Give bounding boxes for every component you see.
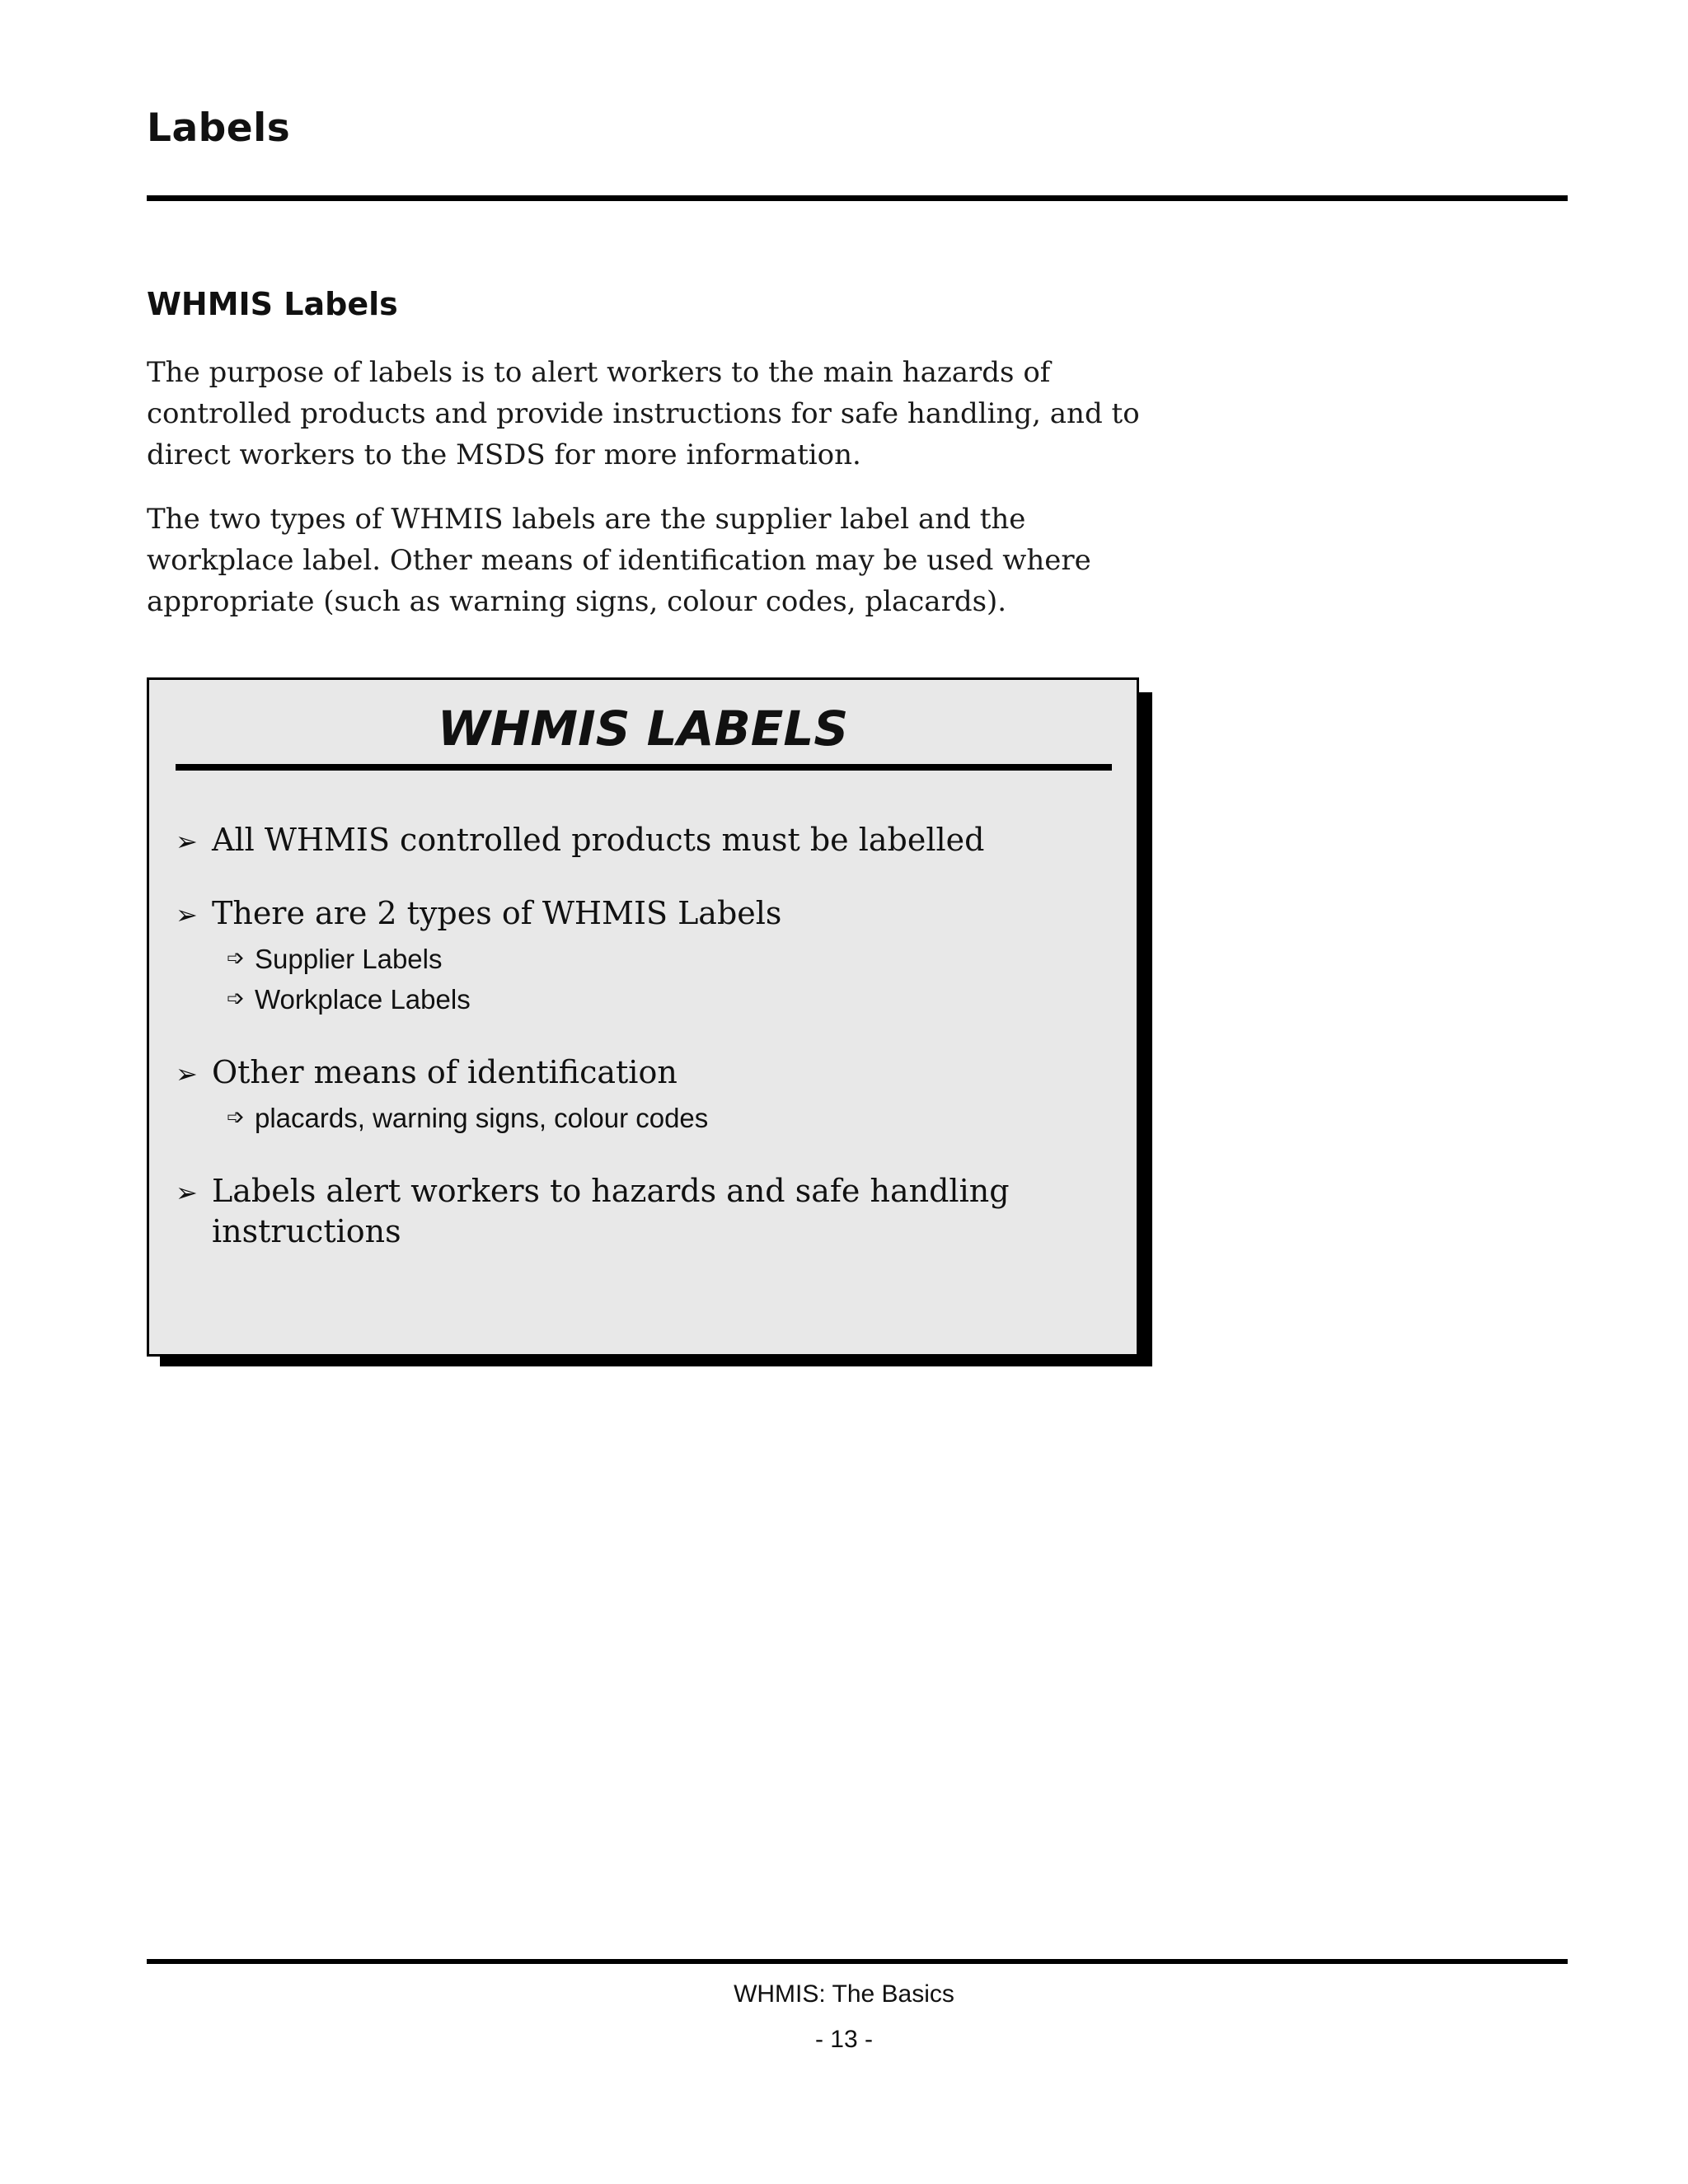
sub-item-text: Workplace Labels xyxy=(255,984,471,1015)
hooked-arrow-icon: ➩ xyxy=(227,987,245,1011)
summary-box xyxy=(147,677,1139,1357)
sub-item xyxy=(227,1098,1123,1138)
sub-list xyxy=(212,1098,1123,1138)
arrowhead-bullet-icon: ➢ xyxy=(176,1177,198,1208)
label-types-paragraph: The two types of WHMIS labels are the supplier label and the workplace label. Other means of identification may be used where appropriate (such as warning signs, colour codes, placards). xyxy=(147,503,1091,618)
footer-title: WHMIS: The Basics xyxy=(734,1980,954,2008)
hooked-arrow-icon: ➩ xyxy=(227,946,245,971)
bullet-item xyxy=(176,893,1123,1019)
summary-box-rule xyxy=(176,764,1112,771)
sub-item-text: Supplier Labels xyxy=(255,944,443,974)
bullet-item xyxy=(176,1171,1123,1252)
arrowhead-bullet-icon: ➢ xyxy=(176,1058,198,1090)
sub-item xyxy=(227,979,1123,1019)
page-number: - 13 - xyxy=(814,2026,874,2053)
summary-box-title: WHMIS LABELS xyxy=(437,701,849,757)
bullet-item xyxy=(176,820,1123,860)
arrowhead-bullet-icon: ➢ xyxy=(176,826,198,857)
hooked-arrow-icon: ➩ xyxy=(227,1105,245,1130)
bullet-text: Labels alert workers to hazards and safe handling instructions xyxy=(212,1173,1010,1249)
bullet-text: There are 2 types of WHMIS Labels xyxy=(212,895,782,931)
page-heading: Labels xyxy=(147,105,291,151)
summary-bullet-list xyxy=(176,820,1123,1285)
intro-paragraph: The purpose of labels is to alert workers to the main hazards of controlled products and provide instructions for safe handling, and to direct workers to the MSDS for more information. xyxy=(147,356,1140,471)
bullet-text: Other means of identification xyxy=(212,1054,678,1090)
sub-item-text: placards, warning signs, colour codes xyxy=(255,1103,709,1133)
footer-rule xyxy=(147,1959,1568,1964)
section-heading: WHMIS Labels xyxy=(147,286,398,322)
arrowhead-bullet-icon: ➢ xyxy=(176,899,198,930)
header-rule xyxy=(147,195,1568,201)
sub-list xyxy=(212,939,1123,1019)
sub-item xyxy=(227,939,1123,979)
bullet-item xyxy=(176,1052,1123,1138)
bullet-text: All WHMIS controlled products must be labelled xyxy=(212,822,985,858)
